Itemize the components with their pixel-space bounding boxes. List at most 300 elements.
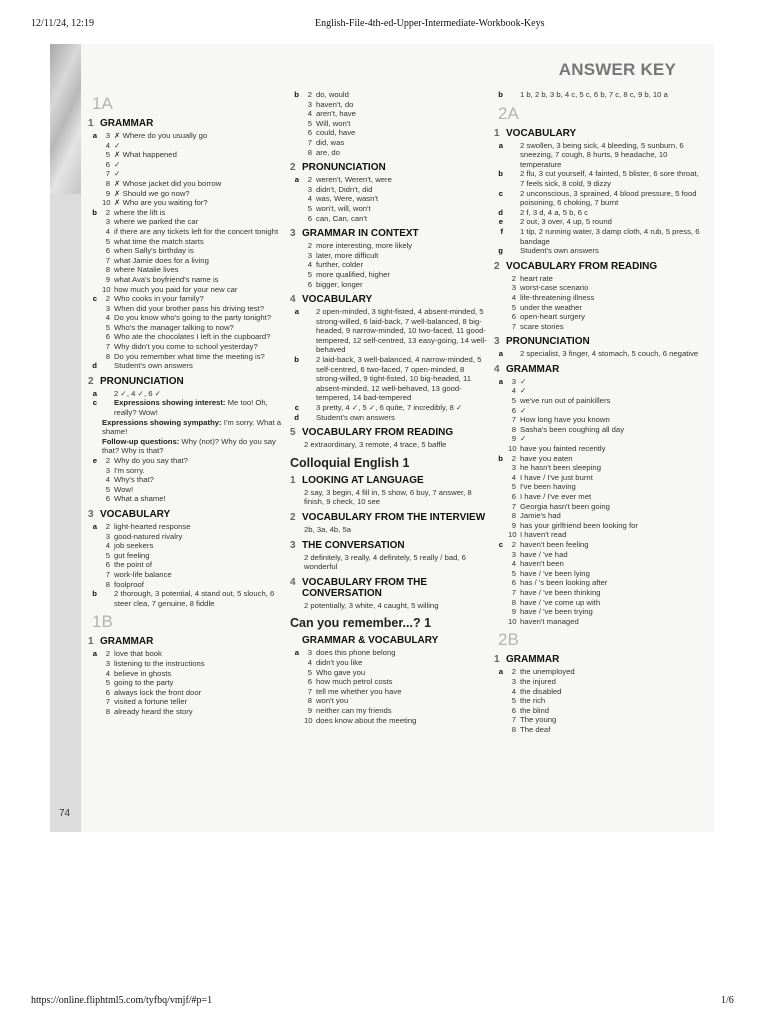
item-number: 6 <box>511 492 516 501</box>
answer-value: ✓ <box>520 386 527 396</box>
answer-row <box>494 687 702 697</box>
exercise-letter <box>88 532 102 542</box>
answer-value: the rich <box>520 696 546 706</box>
answer-row <box>494 588 702 598</box>
answer-row <box>88 707 284 717</box>
answer-row <box>88 389 284 399</box>
answer-text <box>114 131 284 141</box>
answer-value: 2 say, 3 begin, 4 fill in, 5 show, 6 buy, 7 answer, 8 finish, 9 check, 10 see <box>304 487 472 507</box>
item-number <box>304 307 316 355</box>
answer-text <box>114 323 284 333</box>
answer-row <box>290 307 488 355</box>
exercise-letter <box>88 352 102 362</box>
answer-text <box>316 128 488 138</box>
answer-row <box>88 160 284 170</box>
answer-text <box>520 415 702 425</box>
answer-value: Student's own answers <box>520 246 599 256</box>
item-number: 5 <box>511 696 516 706</box>
answer-row <box>88 551 284 561</box>
answer-value: believe in ghosts <box>114 668 172 678</box>
answer-text <box>520 141 702 170</box>
answer-text <box>520 588 702 598</box>
item-number: 7 <box>511 321 516 331</box>
answer-text <box>114 352 284 362</box>
answer-value: could, have <box>316 128 356 138</box>
answer-row <box>88 456 284 466</box>
exercise-letter <box>494 444 508 454</box>
answer-value: won't, will, won't <box>316 203 371 213</box>
answer-value: have / 've had <box>520 549 568 559</box>
answer-text <box>316 658 488 668</box>
exercise-letter <box>88 227 102 237</box>
answer-row <box>88 169 284 179</box>
section-heading <box>290 162 488 173</box>
answer-text <box>316 270 488 280</box>
item-number <box>102 389 114 399</box>
exercise-letter <box>494 715 508 725</box>
item-number: 3 <box>307 648 312 658</box>
section-heading <box>290 475 488 486</box>
exercise-letter: a <box>92 649 97 659</box>
answer-text <box>114 541 284 551</box>
item-number: 4 <box>511 292 516 302</box>
item-number: 6 <box>307 677 312 687</box>
answer-value: Why's that? <box>114 475 154 485</box>
answer-value: under the weather <box>520 302 582 312</box>
answer-value: ✓ <box>520 434 527 444</box>
answer-value: haven't been feeling <box>520 539 589 549</box>
section-number: 3 <box>494 336 500 348</box>
item-number: 3 <box>105 531 110 541</box>
exercise-letter: a <box>294 307 299 317</box>
exercise-letter <box>494 617 508 627</box>
exercise-letter <box>494 578 508 588</box>
exercise-letter <box>88 678 102 688</box>
exercise-letter: d <box>498 207 503 217</box>
answer-text <box>520 667 702 677</box>
section-heading <box>494 364 702 375</box>
answer-value: the disabled <box>520 686 562 696</box>
answer-value: listening to the instructions <box>114 658 205 668</box>
answer-value: 2 open-minded, 3 tight-fisted, 4 absent-minded, 5 strong-willed, 6 laid-back, 7 well-balanced, 8 big-headed, 9 narrow-minded, 10 two-faced, 11 good-tempered, 12 self-centred, 13 easy-going, 14 well-behaved <box>316 307 487 355</box>
answer-text <box>114 659 284 669</box>
answer-value: further, colder <box>316 260 364 270</box>
answer-row <box>88 669 284 679</box>
answer-value: have you fainted recently <box>520 444 606 454</box>
exercise-letter <box>494 415 508 425</box>
answer-text <box>520 312 702 322</box>
answer-text <box>316 648 488 658</box>
item-number: 5 <box>105 322 110 332</box>
section-heading <box>290 512 488 523</box>
answer-text <box>316 403 488 413</box>
answer-text <box>114 342 284 352</box>
answer-text <box>114 141 284 151</box>
answer-row <box>88 649 284 659</box>
answer-row <box>494 502 702 512</box>
answer-value: have / 've been trying <box>520 607 593 617</box>
item-number <box>508 169 520 188</box>
answer-value: the blind <box>520 705 550 715</box>
answer-text <box>520 492 702 502</box>
answer-row <box>290 119 488 129</box>
answer-text <box>114 560 284 570</box>
section-title: VOCABULARY FROM READING <box>506 260 658 272</box>
answer-text <box>316 109 488 119</box>
item-number: 7 <box>105 569 110 579</box>
section-heading <box>290 228 488 239</box>
answer-row <box>88 332 284 342</box>
section-title: PRONUNCIATION <box>302 162 386 174</box>
answer-text <box>520 511 702 521</box>
answer-value: ✗ What happened <box>114 150 177 160</box>
item-number: 6 <box>105 159 110 169</box>
exercise-letter <box>88 570 102 580</box>
item-number <box>508 189 520 208</box>
exercise-letter <box>290 100 304 110</box>
section-number: 1 <box>88 118 94 129</box>
item-number: 7 <box>105 342 110 352</box>
exercise-letter: d <box>294 412 299 422</box>
answer-row <box>494 696 702 706</box>
answer-text <box>316 251 488 261</box>
exercise-letter: c <box>92 398 97 408</box>
section-heading <box>88 376 284 387</box>
section-number: 2 <box>88 375 94 387</box>
answer-text <box>520 607 702 617</box>
exercise-letter: a <box>294 175 299 185</box>
answer-text <box>520 349 702 359</box>
exercise-letter <box>290 270 304 280</box>
answer-text <box>114 304 284 314</box>
exercise-letter <box>88 707 102 717</box>
answer-text <box>114 398 284 417</box>
answer-text <box>114 150 284 160</box>
section-heading <box>290 294 488 305</box>
answer-row <box>290 194 488 204</box>
section-heading <box>88 509 284 520</box>
unit-heading: 2A <box>498 103 519 123</box>
answer-text <box>520 444 702 454</box>
answer-label: Expressions showing sympathy: <box>102 417 222 427</box>
item-number: 5 <box>105 550 110 560</box>
answer-row <box>290 668 488 678</box>
answer-row <box>88 304 284 314</box>
answer-row <box>290 138 488 148</box>
answer-row <box>494 293 702 303</box>
answer-row <box>88 285 284 295</box>
exercise-letter <box>88 169 102 179</box>
answer-text <box>316 706 488 716</box>
section-heading <box>290 427 488 438</box>
answer-text <box>316 214 488 224</box>
answer-text <box>520 189 702 208</box>
item-number: 7 <box>511 415 516 425</box>
section-number: 5 <box>290 427 296 439</box>
exercise-letter <box>290 185 304 195</box>
exercise-letter <box>494 322 508 332</box>
answer-row <box>88 323 284 333</box>
exercise-letter <box>88 160 102 170</box>
item-number: 10 <box>304 715 313 725</box>
item-number: 6 <box>105 332 110 342</box>
answer-row <box>494 540 702 550</box>
answer-value: does know about the meeting <box>316 715 417 725</box>
answer-row <box>494 559 702 569</box>
answer-value: the unemployed <box>520 667 575 677</box>
answer-value: When did your brother pass his driving test? <box>114 303 264 313</box>
answer-value: are, do <box>316 147 340 157</box>
page-number: 74 <box>59 808 71 819</box>
answer-value: 2 out, 3 over, 4 up, 5 round <box>520 217 612 227</box>
answer-row <box>290 185 488 195</box>
answer-row <box>88 246 284 256</box>
answer-text <box>114 275 284 285</box>
exercise-letter <box>290 214 304 224</box>
answer-text <box>520 377 702 387</box>
answer-row <box>88 361 284 371</box>
section-number: 1 <box>88 636 94 648</box>
item-number: 5 <box>511 396 516 406</box>
answer-row <box>88 541 284 551</box>
exercise-letter: e <box>92 456 97 465</box>
item-number: 4 <box>105 140 110 150</box>
answer-value: ✓ <box>114 169 121 179</box>
answer-row <box>494 607 702 617</box>
answer-row <box>494 521 702 531</box>
answer-row <box>494 444 702 454</box>
item-number <box>508 208 520 218</box>
answer-value: was, Were, wasn't <box>316 194 378 204</box>
answer-value: 2 laid-back, 3 well-balanced, 4 narrow-minded, 5 self-centred, 6 two-faced, 7 open-minded, 8 strong-willed, 9 tight-fisted, 10 big-headed, 11 absent-minded, 12 well-behaved, 13 good-tempered, 14 bad-tempered <box>316 355 482 403</box>
answer-text <box>520 550 702 560</box>
item-number: 4 <box>307 657 312 667</box>
subsection-heading: Can you remember...? 1 <box>290 616 432 631</box>
answer-text <box>520 540 702 550</box>
answer-text <box>316 716 488 726</box>
answer-value: I've been having <box>520 482 576 492</box>
answer-row <box>290 648 488 658</box>
answer-text <box>316 355 488 403</box>
item-number: 2 <box>511 667 516 677</box>
exercise-letter <box>290 668 304 678</box>
answer-text <box>520 706 702 716</box>
answer-row <box>290 687 488 697</box>
answer-text <box>316 687 488 697</box>
answer-row <box>494 598 702 608</box>
item-number: 3 <box>511 376 516 386</box>
item-number <box>508 246 520 256</box>
answer-row <box>88 580 284 590</box>
exercise-letter <box>88 659 102 669</box>
answer-text <box>316 204 488 214</box>
item-number: 5 <box>307 203 312 213</box>
answer-row <box>88 141 284 151</box>
exercise-letter: a <box>498 376 503 386</box>
exercise-letter <box>290 119 304 129</box>
answer-row <box>290 696 488 706</box>
answer-text <box>520 434 702 444</box>
answer-value: The deaf <box>520 724 551 734</box>
answer-value: ✗ Whose jacket did you borrow <box>114 178 222 188</box>
item-number <box>102 398 114 417</box>
answer-value: 1 b, 2 b, 3 b, 4 c, 5 c, 6 b, 7 c, 8 c, 9 b, 10 a <box>520 90 668 99</box>
answer-row <box>88 532 284 542</box>
exercise-letter: d <box>92 361 97 371</box>
item-number: 7 <box>105 255 110 265</box>
exercise-letter <box>494 502 508 512</box>
exercise-letter <box>88 560 102 570</box>
answer-value: ✓ <box>520 376 527 386</box>
answer-row <box>494 274 702 284</box>
answer-row <box>88 570 284 580</box>
exercise-letter: c <box>294 403 299 413</box>
exercise-letter <box>290 706 304 716</box>
answer-text <box>102 437 284 456</box>
answer-value: I'm sorry. What a shame! <box>102 417 282 437</box>
exercise-letter: b <box>92 207 97 217</box>
print-page-count: 1/6 <box>721 995 734 1006</box>
answer-row <box>290 251 488 261</box>
answer-text <box>316 696 488 706</box>
item-number: 6 <box>105 246 110 256</box>
exercise-letter <box>290 658 304 668</box>
item-number: 4 <box>307 260 312 270</box>
answer-text <box>520 725 702 735</box>
answer-row <box>88 227 284 237</box>
answer-value: 2 thorough, 3 potential, 4 stand out, 5 slouch, 6 steer clea, 7 genuine, 8 fiddle <box>114 589 275 608</box>
exercise-letter <box>88 580 102 590</box>
answer-text <box>114 313 284 323</box>
exercise-letter: b <box>498 453 503 463</box>
answer-row <box>494 715 702 725</box>
answer-row <box>88 150 284 160</box>
item-number: 2 <box>307 241 312 251</box>
answer-value: didn't you like <box>316 657 363 667</box>
answer-value: I haven't read <box>520 530 567 540</box>
item-number: 3 <box>511 463 516 473</box>
unit-heading: 2B <box>498 630 519 650</box>
answer-text <box>520 617 702 627</box>
answer-row <box>88 179 284 189</box>
answer-text <box>520 530 702 540</box>
exercise-letter <box>494 725 508 735</box>
item-number: 5 <box>105 678 110 688</box>
answer-value: bigger, longer <box>316 279 363 289</box>
exercise-letter <box>88 189 102 199</box>
answer-row <box>290 553 488 572</box>
answer-row <box>290 175 488 185</box>
answer-text <box>114 265 284 275</box>
item-number: 2 <box>511 453 516 463</box>
answer-value: we've run out of painkillers <box>520 396 611 406</box>
answer-value: do, would <box>316 90 349 99</box>
answer-label: Expressions showing interest: <box>114 398 226 408</box>
subsection-heading: Colloquial English 1 <box>290 455 410 470</box>
answer-value: 2b, 3a, 4b, 5a <box>304 525 352 534</box>
exercise-letter <box>88 141 102 151</box>
answer-value: 2 flu, 3 cut yourself, 4 fainted, 5 blister, 6 sore throat, 7 feels sick, 8 cold, 9 dizzy <box>520 169 699 188</box>
answer-text <box>316 100 488 110</box>
page-side-strip <box>50 44 81 832</box>
item-number: 5 <box>511 482 516 492</box>
answer-row <box>88 131 284 141</box>
exercise-letter <box>88 669 102 679</box>
item-number: 3 <box>307 184 312 194</box>
item-number: 7 <box>105 169 110 179</box>
answer-value: The young <box>520 715 557 725</box>
exercise-letter <box>494 521 508 531</box>
answer-text <box>316 90 488 100</box>
item-number: 5 <box>511 568 516 578</box>
exercise-letter: f <box>500 226 503 236</box>
section-number: 3 <box>88 508 94 520</box>
answer-value: more interesting, more likely <box>316 241 413 251</box>
item-number <box>508 217 520 227</box>
exercise-letter <box>290 696 304 706</box>
answer-row <box>494 283 702 293</box>
exercise-letter <box>290 109 304 119</box>
item-number: 6 <box>511 578 516 588</box>
answer-value: ✓ <box>520 405 527 415</box>
answer-text <box>520 715 702 725</box>
section-heading <box>290 577 488 599</box>
answer-text <box>114 179 284 189</box>
answer-row <box>290 488 488 507</box>
answer-row <box>494 246 702 256</box>
answer-value: have you eaten <box>520 453 573 463</box>
answer-row <box>88 237 284 247</box>
answer-row <box>494 189 702 208</box>
exercise-letter <box>494 607 508 617</box>
answer-value: the point of <box>114 560 153 570</box>
exercise-letter <box>494 386 508 396</box>
item-number: 5 <box>105 484 110 494</box>
exercise-letter <box>88 198 102 208</box>
answer-row <box>290 280 488 290</box>
answer-value: ✗ Where do you usually go <box>114 131 208 140</box>
answer-row <box>88 418 284 437</box>
item-number: 9 <box>105 188 110 198</box>
answer-value: 2 extraordinary, 3 remote, 4 trace, 5 baffle <box>304 440 447 450</box>
answer-value: I'm sorry. <box>114 465 145 475</box>
answer-value: good-natured rivalry <box>114 531 183 541</box>
answer-row <box>494 406 702 416</box>
answer-text <box>520 687 702 697</box>
section-heading <box>290 635 488 646</box>
answer-text <box>114 198 284 208</box>
answer-value: heart rate <box>520 273 553 283</box>
answer-text <box>114 466 284 476</box>
exercise-letter <box>88 551 102 561</box>
unit-heading: 1A <box>92 94 113 113</box>
answer-value: what time the match starts <box>114 236 204 246</box>
answer-row <box>494 227 702 246</box>
answer-text <box>114 361 284 371</box>
answer-value: Do you remember what time the meeting is? <box>114 351 265 361</box>
answer-text <box>316 668 488 678</box>
item-number: 4 <box>511 559 516 569</box>
item-number: 4 <box>105 313 110 323</box>
exercise-letter <box>88 217 102 227</box>
exercise-letter <box>88 485 102 495</box>
item-number: 6 <box>307 128 312 138</box>
exercise-letter <box>494 492 508 502</box>
answer-row <box>290 355 488 403</box>
answer-value: how much petrol costs <box>316 677 393 687</box>
answer-row <box>494 90 702 100</box>
answer-value: weren't, Weren't, were <box>316 175 392 185</box>
